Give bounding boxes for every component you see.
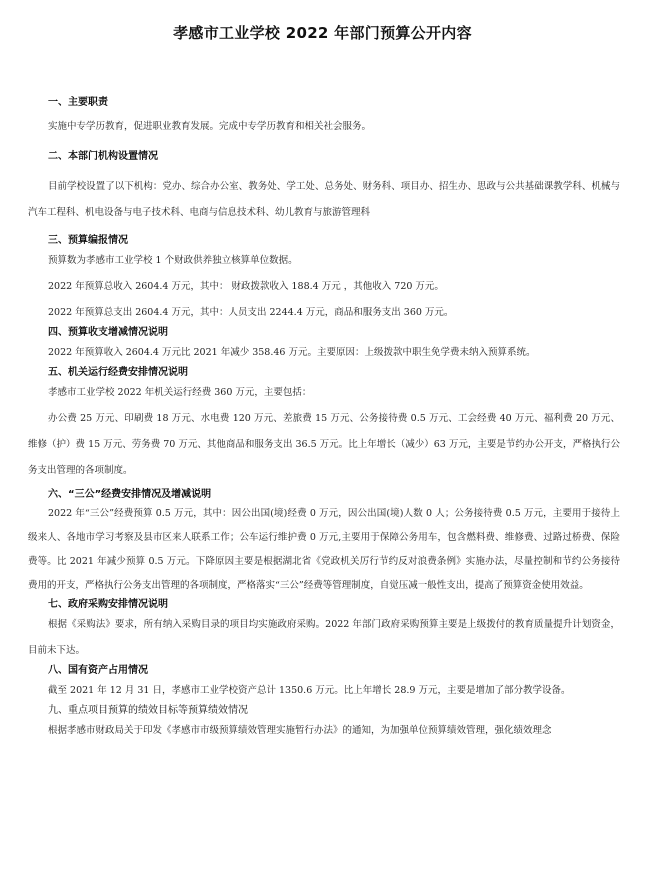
section-heading: 八、国有资产占用情况 — [48, 665, 148, 676]
section-main-duties — [28, 96, 620, 134]
paragraph: 孝感市工业学校 2022 年机关运行经费 360 万元，主要包括： — [48, 387, 312, 398]
paragraph: 预算数为孝感市工业学校 1 个财政供养独立核算单位数据。 — [48, 255, 298, 266]
section-organization — [28, 150, 620, 226]
paragraph: 2022 年预算总支出 2604.4 万元，其中：人员支出 2244.4 万元，商品和服务支出 360 万元。 — [48, 307, 454, 318]
section-heading: 四、预算收支增减情况说明 — [48, 327, 168, 338]
paragraph: 根据《采购法》要求，所有纳入采购目录的项目均实施政府采购。2022 年部门政府采购预算主要是上级拨付的教育质量提升计划资金，目前未下达。 — [28, 619, 620, 656]
section-performance-goals — [28, 704, 620, 744]
section-three-public-expenses — [28, 488, 620, 598]
paragraph: 2022 年预算总收入 2604.4 万元，其中： 财政拨款收入 188.4 万元 ，其他收入 720 万元。 — [48, 281, 444, 292]
document-title: 孝感市工业学校 2022 年部门预算公开内容 — [173, 24, 472, 42]
section-heading: 一、主要职责 — [48, 97, 108, 108]
paragraph: 截至 2021 年 12 月 31 日，孝感市工业学校资产总计 1350.6 万元。比上年增长 28.9 万元，主要是增加了部分教学设备。 — [48, 685, 571, 696]
paragraph: 根据孝感市财政局关于印发《孝感市市级预算绩效管理实施暂行办法》的通知，为加强单位预算绩效管理，强化绩效理念 — [48, 725, 552, 736]
section-heading: 六、“三公”经费安排情况及增减说明 — [48, 489, 212, 500]
paragraph: 2022 年“三公”经费预算 0.5 万元，其中：因公出国(境)经费 0 万元，因公出国(境)人数 0 人；公务接待费 0.5 万元，主要用于接待上级来人、各地市学习考察及县市区来人联系工作；公车运行维护费 0 万元,主要用于保障公务用车，包含燃料费、维修费、过路过桥费、保险费等。比 2021 年减少预算 0.5 万元。下降原因主要是根据湖北省《党政机关厉行节约反对浪费条例》实施办法，尽量控制和节约公务接待费用的开支，严格执行公务支出管理的各项制度，严格落实“三公”经费等管理制度，自觉压减一般性支出，提高了预算资金使用效益。 — [28, 508, 620, 591]
section-budget-preparation — [28, 234, 620, 326]
section-operating-expenses — [28, 366, 620, 484]
section-heading: 三、预算编报情况 — [48, 235, 128, 246]
section-state-assets — [28, 664, 620, 704]
section-heading: 二、本部门机构设置情况 — [48, 151, 158, 162]
section-heading: 七、政府采购安排情况说明 — [48, 599, 168, 610]
section-heading: 五、机关运行经费安排情况说明 — [48, 367, 188, 378]
paragraph: 目前学校设置了以下机构：党办、综合办公室、教务处、学工处、总务处、财务科、项目办、招生办、思政与公共基础课教学科、机械与汽车工程科、机电设备与电子技术科、电商与信息技术科、幼儿教育与旅游管理科 — [28, 181, 620, 218]
section-heading: 九、重点项目预算的绩效目标等预算绩效情况 — [48, 705, 248, 716]
paragraph: 办公费 25 万元、印刷费 18 万元、水电费 120 万元、差旅费 15 万元、公务接待费 0.5 万元、工会经费 40 万元、福利费 20 万元、维修（护）费 15 万元、劳务费 70 万元、其他商品和服务支出 36.5 万元。比上年增长（减少）63 万元，主要是节约办公开支，严格执行公务支出管理的各项制度。 — [28, 413, 620, 476]
paragraph: 2022 年预算收入 2604.4 万元比 2021 年减少 358.46 万元。主要原因：上级拨款中职生免学费未纳入预算系统。 — [48, 347, 536, 358]
document-body — [28, 96, 620, 744]
section-procurement — [28, 598, 620, 664]
paragraph: 实施中专学历教育，促进职业教育发展。完成中专学历教育和相关社会服务。 — [48, 121, 372, 132]
section-budget-change — [28, 326, 620, 366]
